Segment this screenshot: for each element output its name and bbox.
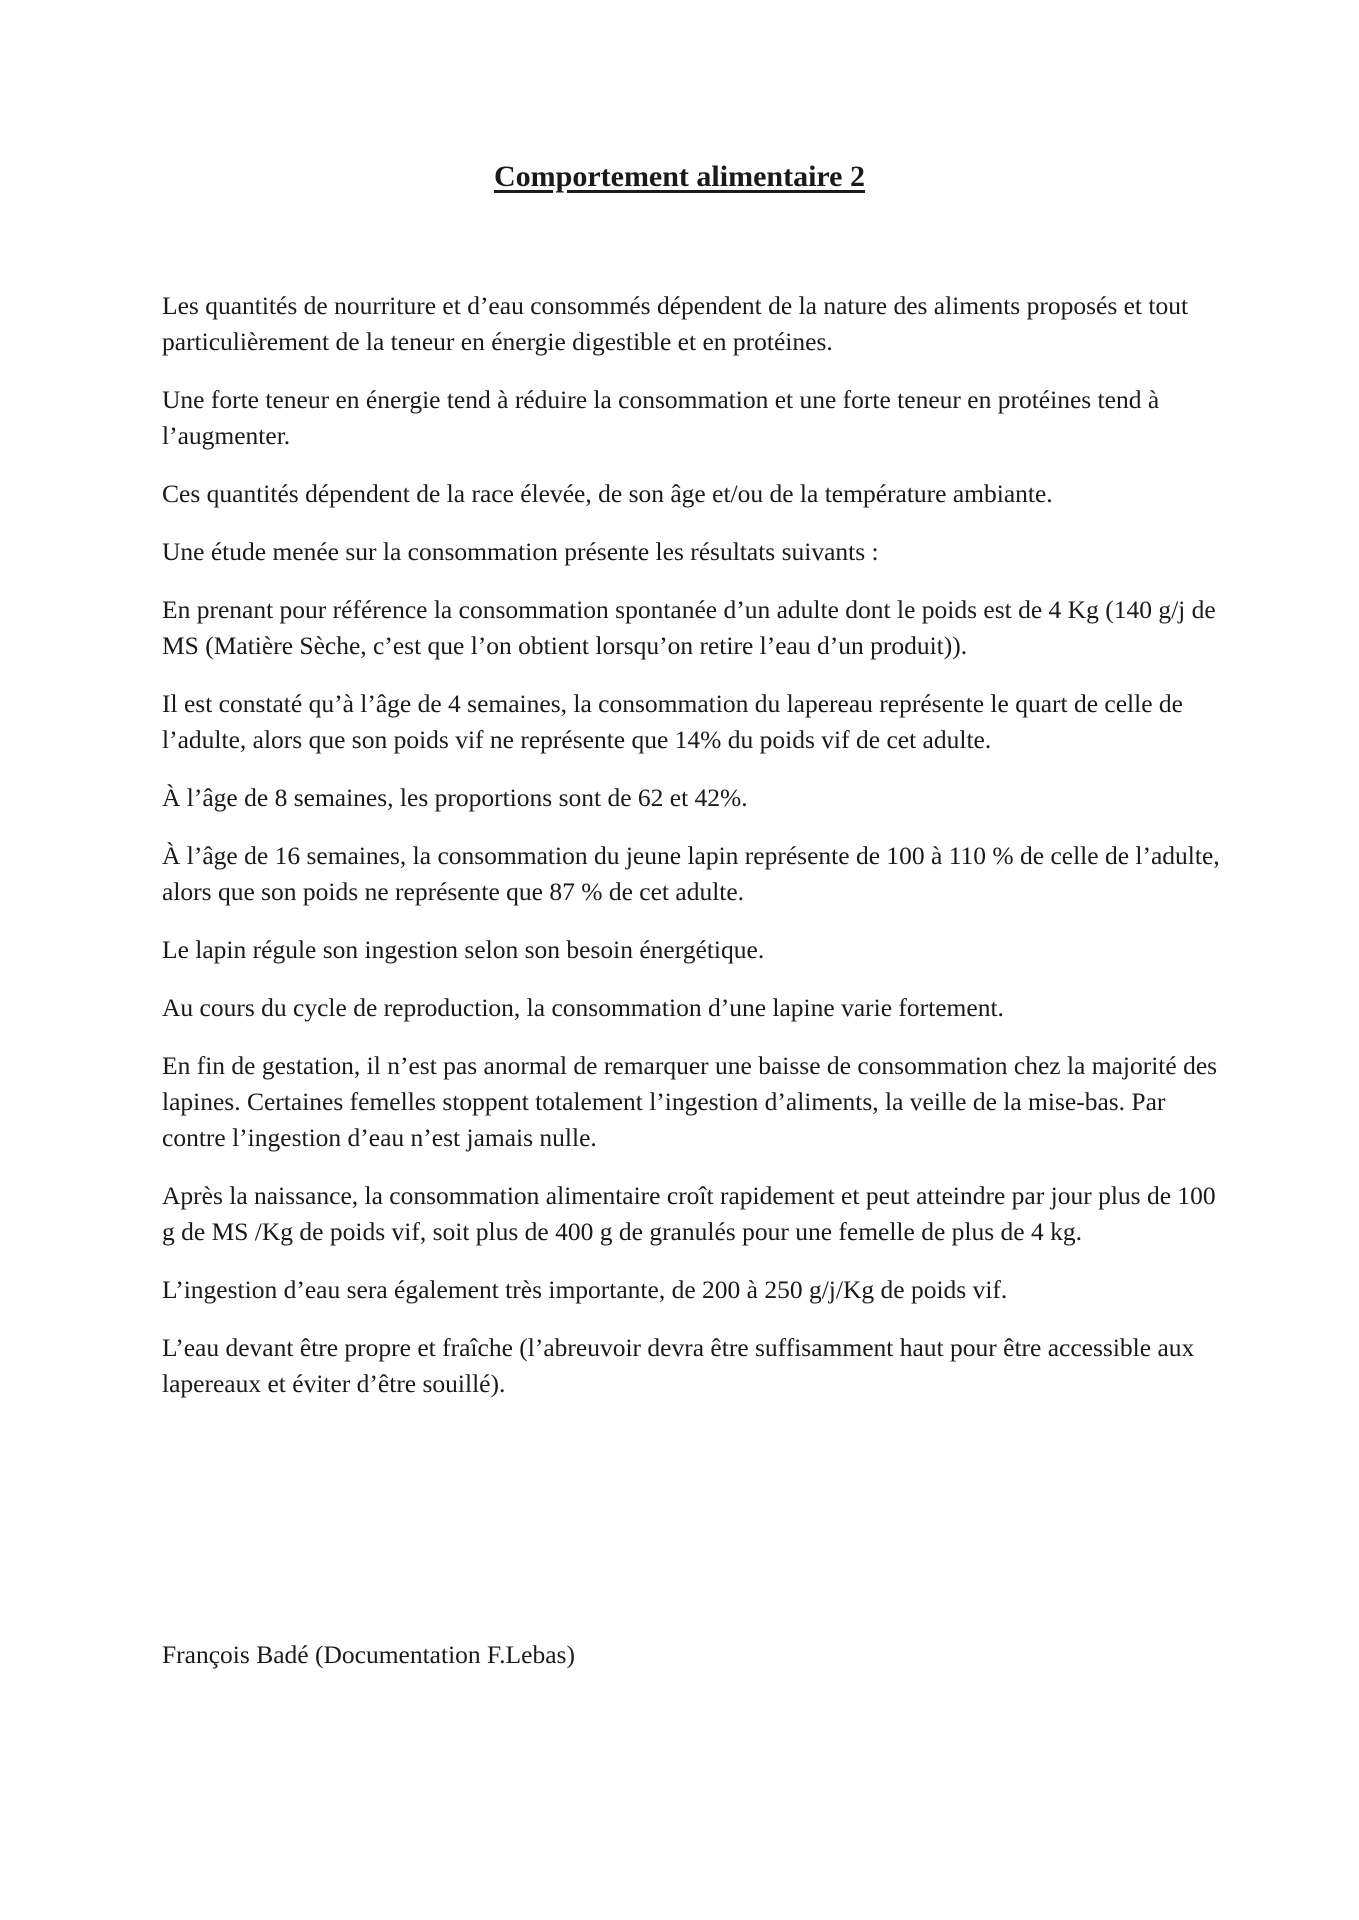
paragraph: L’ingestion d’eau sera également très importante, de 200 à 250 g/j/Kg de poids vif. (162, 1275, 1008, 1304)
paragraph: L’eau devant être propre et fraîche (l’abreuvoir devra être suffisamment haut pour être accessible aux lapereaux et éviter d’être souillé). (162, 1333, 1195, 1398)
paragraph: Le lapin régule son ingestion selon son besoin énergétique. (162, 935, 765, 964)
paragraph: Il est constaté qu’à l’âge de 4 semaines, la consommation du lapereau représente le quart de celle de l’adulte, alors que son poids vif ne représente que 14% du poids vif de cet adulte. (162, 689, 1183, 754)
paragraph: En prenant pour référence la consommation spontanée d’un adulte dont le poids est de 4 Kg (140 g/j de MS (Matière Sèche, c’est que l’on obtient lorsqu’on retire l’eau d’un produit)). (162, 595, 1216, 660)
paragraph: À l’âge de 8 semaines, les proportions sont de 62 et 42%. (162, 783, 748, 812)
paragraph: Une étude menée sur la consommation présente les résultats suivants : (162, 537, 879, 566)
document-body (162, 288, 1222, 1424)
paragraph: En fin de gestation, il n’est pas anormal de remarquer une baisse de consommation chez la majorité des lapines. Certaines femelles stoppent totalement l’ingestion d’aliments, la veille de la mise-bas. Par contre l’ingestion d’eau n’est jamais nulle. (162, 1051, 1218, 1152)
document-title: Comportement alimentaire 2 (493, 160, 865, 193)
paragraph: Ces quantités dépendent de la race élevée, de son âge et/ou de la température ambiante. (162, 479, 1053, 508)
paragraph: À l’âge de 16 semaines, la consommation du jeune lapin représente de 100 à 110 % de celle de l’adulte, alors que son poids ne représente que 87 % de cet adulte. (162, 841, 1220, 906)
paragraph: Les quantités de nourriture et d’eau consommés dépendent de la nature des aliments proposés et tout particulièrement de la teneur en énergie digestible et en protéines. (162, 291, 1189, 356)
signature: François Badé (Documentation F.Lebas) (162, 1640, 575, 1669)
paragraph: Une forte teneur en énergie tend à réduire la consommation et une forte teneur en protéines tend à l’augmenter. (162, 385, 1160, 450)
paragraph: Au cours du cycle de reproduction, la consommation d’une lapine varie fortement. (162, 993, 1004, 1022)
paragraph: Après la naissance, la consommation alimentaire croît rapidement et peut atteindre par jour plus de 100 g de MS /Kg de poids vif, soit plus de 400 g de granulés pour une femelle de plus de 4 kg. (162, 1181, 1216, 1246)
